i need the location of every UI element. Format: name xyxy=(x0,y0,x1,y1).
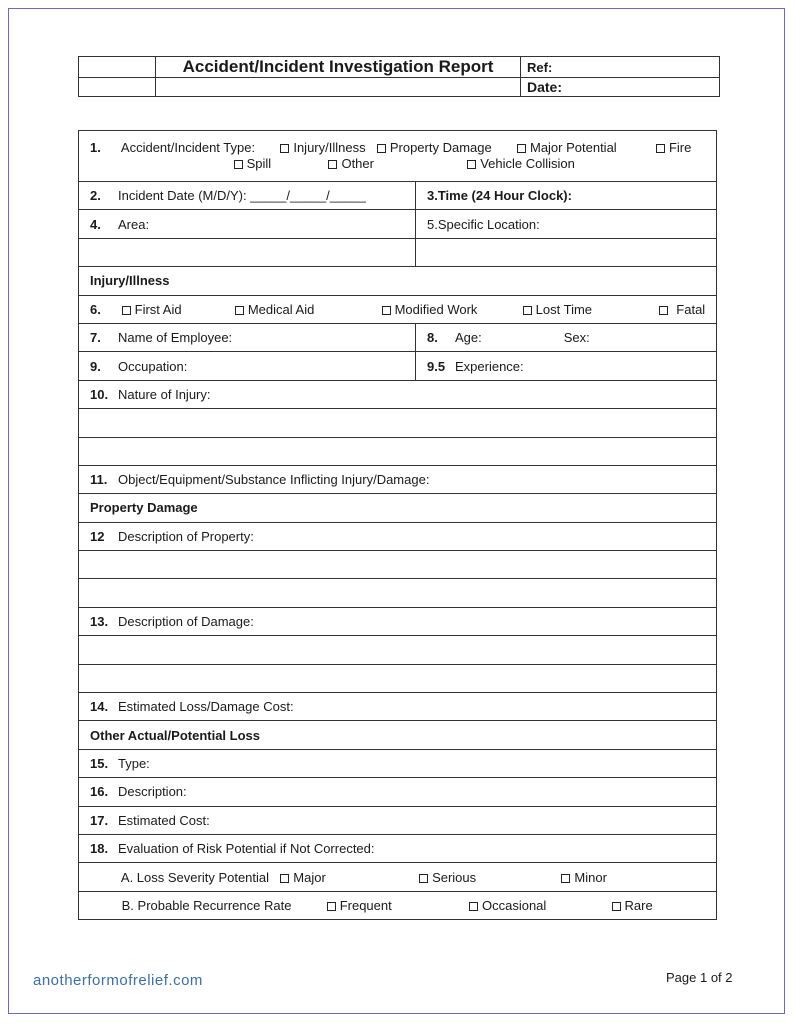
employee-name-label: Name of Employee: xyxy=(118,330,233,346)
option-label: Injury/Illness xyxy=(293,140,366,155)
option-label: Medical Aid xyxy=(247,301,315,317)
question-number: 11. xyxy=(90,472,108,488)
option-label: Rare xyxy=(624,897,653,913)
fire-checkbox[interactable] xyxy=(656,144,665,153)
risk-evaluation-row xyxy=(79,834,717,862)
estimated-loss-field[interactable] xyxy=(79,693,717,721)
object-inflicting-field[interactable] xyxy=(79,465,717,493)
major-potential-checkbox[interactable] xyxy=(517,144,526,153)
location-blank-line[interactable] xyxy=(416,238,717,266)
question-number: 12 xyxy=(90,528,105,544)
damage-description-field[interactable] xyxy=(79,607,717,635)
severity-serious-checkbox[interactable] xyxy=(419,874,428,883)
blank-line[interactable] xyxy=(79,437,717,465)
nature-of-injury-label: Nature of Injury: xyxy=(118,386,211,402)
sex-label: Sex: xyxy=(563,330,590,346)
experience-field[interactable] xyxy=(416,352,717,380)
loss-severity-row xyxy=(79,863,717,891)
question-number: 13. xyxy=(90,614,109,630)
injury-illness-checkbox[interactable] xyxy=(280,144,289,153)
area-blank-line[interactable] xyxy=(79,238,416,266)
experience-label: Experience: xyxy=(455,358,524,374)
severity-minor-checkbox[interactable] xyxy=(561,874,570,883)
option-label: Modified Work xyxy=(394,301,478,317)
nature-of-injury-field[interactable] xyxy=(79,380,717,408)
header-blank-cell xyxy=(79,57,156,78)
time-label: 3.Time (24 Hour Clock): xyxy=(427,188,572,204)
header-blank-cell xyxy=(156,78,521,97)
loss-description-field[interactable] xyxy=(79,778,717,806)
option-label: Spill xyxy=(246,156,272,171)
age-label: Age: xyxy=(455,330,482,346)
question-number: 2. xyxy=(90,188,101,204)
vehicle-collision-checkbox[interactable] xyxy=(467,160,476,169)
blank-line[interactable] xyxy=(79,664,717,692)
loss-severity-label: A. Loss Severity Potential xyxy=(120,869,270,885)
first-aid-checkbox[interactable] xyxy=(122,306,131,315)
question-number: 1. xyxy=(90,140,101,155)
blank-line[interactable] xyxy=(79,551,717,579)
question-number: 6. xyxy=(90,301,101,317)
option-label: First Aid xyxy=(134,301,182,317)
question-number: 18. xyxy=(90,841,109,857)
property-description-field[interactable] xyxy=(79,522,717,550)
recurrence-occasional-checkbox[interactable] xyxy=(469,902,478,911)
estimated-cost-label: Estimated Cost: xyxy=(118,812,210,828)
option-label: Serious xyxy=(432,869,477,885)
question-number: 10. xyxy=(90,386,109,402)
estimated-loss-label: Estimated Loss/Damage Cost: xyxy=(118,699,294,715)
time-field[interactable] xyxy=(416,182,717,210)
question-number: 4. xyxy=(90,216,101,232)
recurrence-rate-row xyxy=(79,891,717,919)
section-heading-injury: Injury/Illness xyxy=(79,267,717,295)
header-blank-cell xyxy=(79,78,156,97)
option-label: Frequent xyxy=(339,897,392,913)
recurrence-rate-label: B. Probable Recurrence Rate xyxy=(121,897,292,913)
option-label: Fire xyxy=(668,140,692,155)
option-label: Minor xyxy=(574,869,607,885)
blank-line[interactable] xyxy=(79,579,717,607)
incident-form xyxy=(78,130,717,920)
section-heading-other-loss: Other Actual/Potential Loss xyxy=(79,721,717,749)
incident-type-label: Accident/Incident Type: xyxy=(120,140,256,155)
section-heading-property: Property Damage xyxy=(79,494,717,522)
specific-location-field[interactable] xyxy=(416,210,717,238)
question-number: 15. xyxy=(90,756,109,771)
option-label: Other xyxy=(341,156,374,171)
estimated-cost-field[interactable] xyxy=(79,806,717,834)
spill-checkbox[interactable] xyxy=(234,160,243,169)
question-number: 9.5 xyxy=(427,358,446,374)
fatal-checkbox[interactable] xyxy=(659,306,668,315)
recurrence-rare-checkbox[interactable] xyxy=(612,902,621,911)
report-title: Accident/Incident Investigation Report xyxy=(156,57,521,78)
question-number: 9. xyxy=(90,358,101,374)
watermark-site: anotherformofrelief.com xyxy=(33,972,203,989)
other-checkbox[interactable] xyxy=(328,160,337,169)
age-sex-field[interactable] xyxy=(416,323,717,351)
medical-aid-checkbox[interactable] xyxy=(235,306,244,315)
property-damage-checkbox[interactable] xyxy=(377,144,386,153)
area-field[interactable] xyxy=(79,210,416,238)
question-number: 16. xyxy=(90,784,109,800)
incident-type-row xyxy=(79,131,717,182)
date-field[interactable]: Date: xyxy=(521,78,720,97)
object-inflicting-label: Object/Equipment/Substance Inflicting Injury/Damage: xyxy=(118,472,430,488)
question-number: 14. xyxy=(90,699,109,715)
recurrence-frequent-checkbox[interactable] xyxy=(327,902,336,911)
ref-field[interactable]: Ref: xyxy=(521,57,720,78)
damage-description-label: Description of Damage: xyxy=(118,614,254,630)
risk-evaluation-label: Evaluation of Risk Potential if Not Corrected: xyxy=(118,841,375,857)
incident-date-label: Incident Date (M/D/Y): _____/_____/_____ xyxy=(118,188,366,204)
option-label: Occasional xyxy=(481,897,547,913)
occupation-label: Occupation: xyxy=(118,358,188,374)
area-label: Area: xyxy=(118,216,150,232)
option-label: Fatal xyxy=(676,301,706,317)
employee-name-field[interactable] xyxy=(79,323,416,351)
loss-type-field[interactable] xyxy=(79,749,717,777)
question-number: 8. xyxy=(427,330,438,346)
blank-line[interactable] xyxy=(79,636,717,664)
option-label: Major xyxy=(293,869,326,885)
lost-time-checkbox[interactable] xyxy=(523,306,532,315)
page-number: Page 1 of 2 xyxy=(666,970,733,985)
option-label: Major Potential xyxy=(529,140,617,155)
specific-location-label: 5.Specific Location: xyxy=(427,216,540,232)
question-number: 7. xyxy=(90,330,101,346)
loss-type-label: Type: xyxy=(118,756,150,771)
option-label: Lost Time xyxy=(535,301,593,317)
incident-date-field[interactable] xyxy=(79,182,416,210)
loss-description-label: Description: xyxy=(118,784,187,800)
modified-work-checkbox[interactable] xyxy=(382,306,391,315)
question-number: 17. xyxy=(90,812,109,828)
option-label: Property Damage xyxy=(389,140,492,155)
report-header xyxy=(78,56,720,97)
option-label: Vehicle Collision xyxy=(480,156,575,171)
severity-major-checkbox[interactable] xyxy=(280,874,289,883)
property-description-label: Description of Property: xyxy=(118,528,254,544)
treatment-type-row xyxy=(79,295,717,323)
blank-line[interactable] xyxy=(79,409,717,437)
occupation-field[interactable] xyxy=(79,352,416,380)
